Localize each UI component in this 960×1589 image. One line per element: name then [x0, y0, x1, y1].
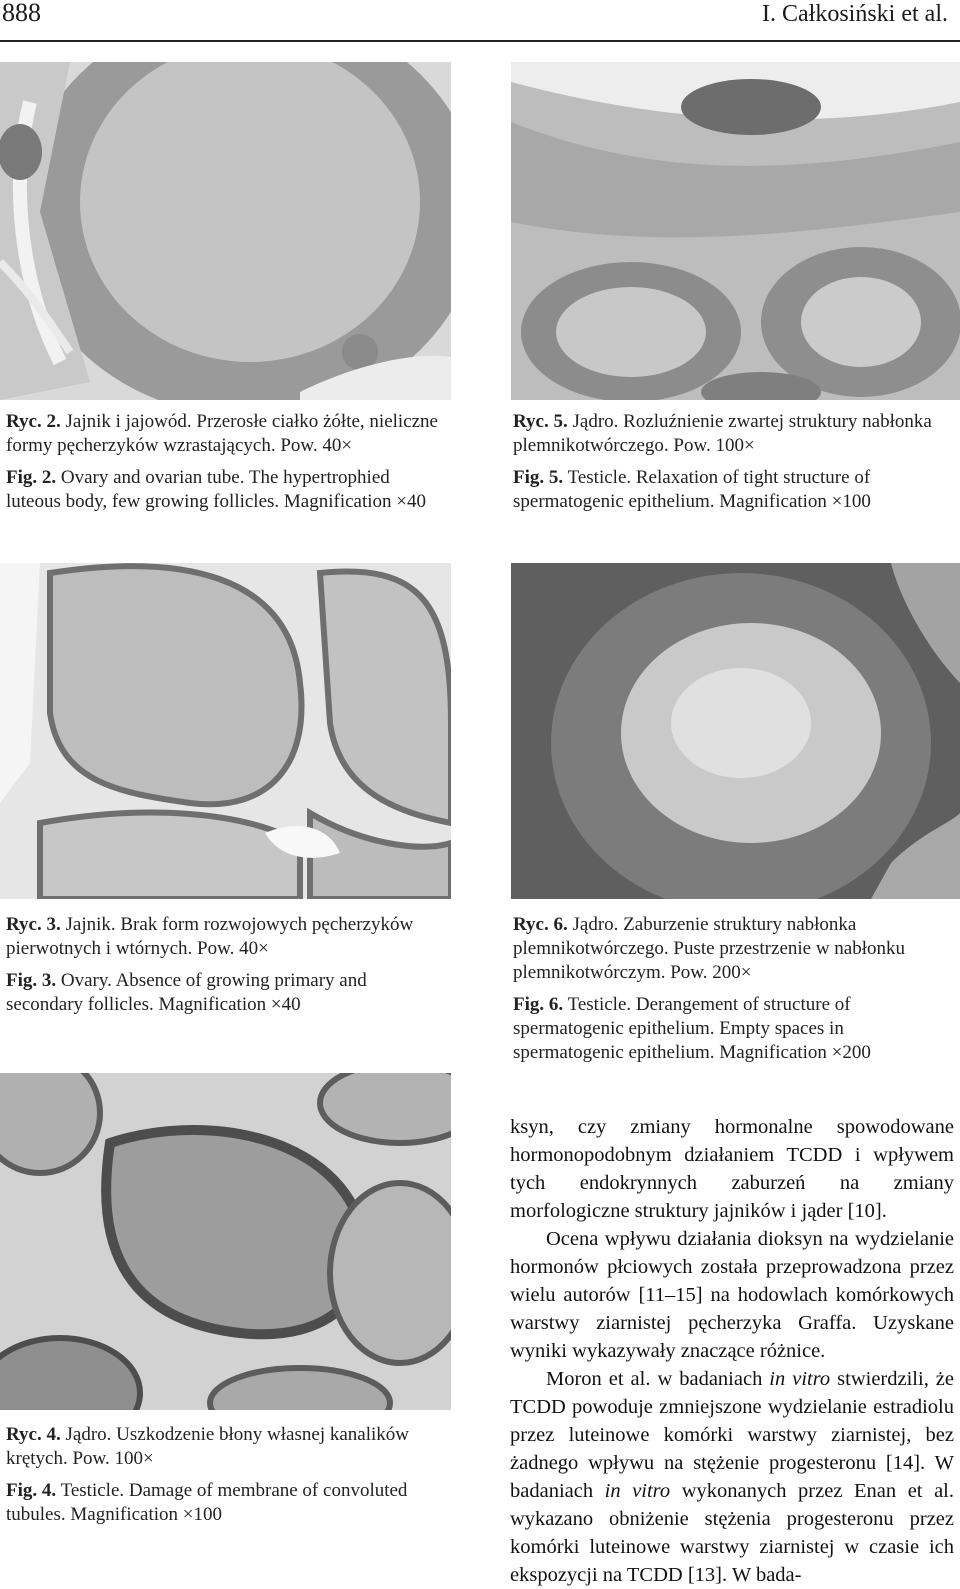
figure-5-caption-en: Testicle. Relaxation of tight structure of spermatogenic epithelium. Magnification ×100	[513, 467, 871, 512]
figure-5-label-pl: Ryc. 5.	[513, 411, 568, 432]
figure-4-caption-pl: Jądro. Uszkodzenie błony własnej kanalików krętych. Pow. 100×	[6, 1424, 409, 1469]
paragraph-3-italic-1: in vitro	[769, 1368, 831, 1390]
figure-2-label-pl: Ryc. 2.	[6, 411, 61, 432]
page-header	[0, 0, 960, 40]
figure-6-micrograph	[511, 563, 960, 899]
figure-4-caption	[6, 1423, 446, 1527]
paragraph-3	[510, 1365, 954, 1589]
figure-4-label-en: Fig. 4.	[6, 1480, 57, 1501]
body-text-column	[510, 1113, 954, 1589]
figure-6-caption-en: Testicle. Derangement of structure of spermatogenic epithelium. Empty spaces in spermatogenic epithelium. Magnification ×200	[513, 994, 871, 1063]
paragraph-2: Ocena wpływu działania dioksyn na wydzielanie hormonów płciowych została przeprowadzona przez wielu autorów [11–15] na hodowlach komórkowych warstwy ziarnistej pęcherzyka Graffa. Uzyskane wyniki wykazywały znaczące różnice.	[510, 1228, 954, 1362]
figure-6-caption	[513, 913, 955, 1065]
figure-3-caption	[6, 913, 446, 1017]
figure-3-label-pl: Ryc. 3.	[6, 914, 61, 935]
figure-2-caption-en: Ovary and ovarian tube. The hypertrophied luteous body, few growing follicles. Magnification ×40	[6, 467, 427, 512]
paragraph-3-italic-2: in vitro	[604, 1480, 671, 1502]
paragraph-1: ksyn, czy zmiany hormonalne spowodowane hormonopodobnym działaniem TCDD i wpływem tych endokrynnych zaburzeń na zmiany morfologiczne struktury jajników i jąder [10].	[510, 1116, 954, 1222]
figure-6-caption-pl: Jądro. Zaburzenie struktury nabłonka plemnikotwórczego. Puste przestrzenie w nabłonku plemnikotwórczym. Pow. 200×	[513, 914, 906, 983]
figure-6-label-pl: Ryc. 6.	[513, 914, 568, 935]
paragraph-3-part-c: wykonanych przez Enan et al. wykazano obniżenie stężenia progesteronu przez komórki luteinowe warstwy ziarnistej w czasie ich ekspozycji na TCDD [13]. W bada-	[510, 1480, 954, 1586]
paragraph-3-part-a: Moron et al. w badaniach	[546, 1368, 770, 1390]
figure-4-caption-en: Testicle. Damage of membrane of convoluted tubules. Magnification ×100	[6, 1480, 408, 1525]
figure-2-label-en: Fig. 2.	[6, 467, 57, 488]
figure-3-caption-en: Ovary. Absence of growing primary and secondary follicles. Magnification ×40	[6, 970, 367, 1015]
figure-2-caption	[6, 410, 446, 514]
figure-5-label-en: Fig. 5.	[513, 467, 564, 488]
figure-2-micrograph	[0, 62, 451, 400]
figure-5-micrograph	[511, 62, 960, 400]
figure-4-label-pl: Ryc. 4.	[6, 1424, 61, 1445]
figure-3-micrograph	[0, 563, 451, 899]
page-number: 888	[2, 0, 41, 27]
figure-4-micrograph	[0, 1073, 451, 1410]
figure-5-caption-pl: Jądro. Rozluźnienie zwartej struktury nabłonka plemnikotwórczego. Pow. 100×	[513, 411, 932, 456]
figure-3-label-en: Fig. 3.	[6, 970, 57, 991]
figure-5-caption	[513, 410, 955, 514]
figure-2-caption-pl: Jajnik i jajowód. Przerosłe ciałko żółte, nieliczne formy pęcherzyków wzrastających. Pow. 40×	[6, 411, 438, 456]
paragraph-3-part-b: stwierdzili, że TCDD powoduje zmniejszone wydzielanie estradiolu przez luteinowe komórki warstwy ziarnistej, bez żadnego wpływu na stężenie progesteronu [14]. W badaniach	[510, 1368, 954, 1502]
figure-6-label-en: Fig. 6.	[513, 994, 564, 1015]
running-head: I. Całkosiński et al.	[762, 1, 948, 27]
figure-3-caption-pl: Jajnik. Brak form rozwojowych pęcherzyków pierwotnych i wtórnych. Pow. 40×	[6, 914, 414, 959]
header-rule	[0, 40, 960, 42]
